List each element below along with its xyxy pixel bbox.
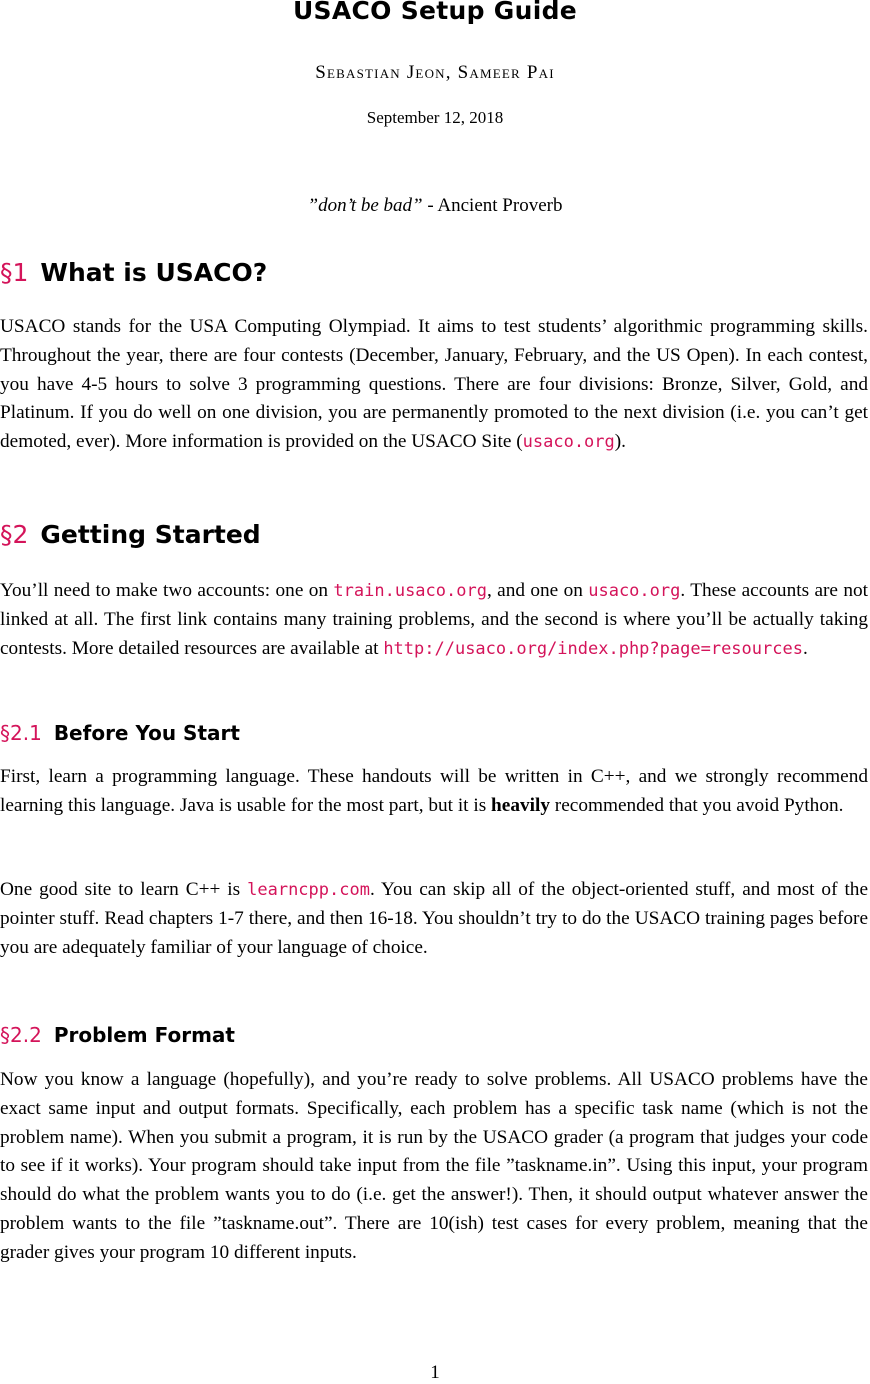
paragraph-text: recommended that you avoid Python. (549, 794, 844, 816)
emphasis-heavily: heavily (491, 794, 550, 816)
paragraph-text: , and one on (486, 580, 589, 601)
paragraph-before-you-start-1 (0, 763, 868, 821)
section-heading-what-is-usaco (0, 258, 267, 287)
section-title: Getting Started (40, 520, 261, 549)
paragraph-text: USACO stands for the USA Computing Olympiad. It aims to test students’ algorithmic programming skills. Throughout the year, there are four contests (December, January, February, and the US Open). In each contest, you have 4-5 hours to solve 3 programming questions. There are four divisions: Bronze, Silver, Gold, and Platinum. If you do well on one division, you are permanently promoted to the next division (i.e. you can’t get demoted, ever). More information is provided on the USACO Site ( (0, 316, 868, 453)
document-authors: Sebastian Jeon, Sameer Pai (315, 62, 555, 83)
section-number: §1 (0, 258, 29, 287)
paragraph-before-you-start-2 (0, 876, 868, 962)
epigraph (0, 195, 870, 217)
paragraph-getting-started (0, 577, 868, 663)
link-learncpp[interactable]: learncpp.com (247, 880, 370, 900)
page-number: 1 (430, 1362, 440, 1383)
subsection-number: §2.2 (0, 1023, 42, 1047)
subsection-heading-before-you-start (0, 721, 240, 745)
link-train-usaco-org[interactable]: train.usaco.org (333, 581, 487, 601)
link-usaco-org[interactable]: usaco.org (522, 432, 615, 453)
paragraph-text: One good site to learn C++ is (0, 879, 248, 900)
subsection-title: Before You Start (53, 721, 240, 745)
paragraph-what-is-usaco (0, 313, 868, 457)
paragraph-text: . These accounts are not linked at all. The first link contains many training problems, and the second is where you’ll be actually taking contests. More detailed resources are available at (0, 580, 868, 659)
epigraph-quote: ”don’t be bad” (307, 195, 423, 216)
document-date: September 12, 2018 (366, 108, 504, 127)
paragraph-text: First, learn a programming language. These handouts will be written in C++, and we strongly recommend learning this language. Java is usable for the most part, but it is (0, 766, 868, 816)
document-title: USACO Setup Guide (292, 0, 578, 25)
epigraph-attribution: - Ancient Proverb (422, 195, 563, 216)
section-heading-getting-started (0, 520, 261, 549)
section-title: What is USACO? (40, 258, 268, 287)
subsection-heading-problem-format (0, 1023, 235, 1047)
section-number: §2 (0, 520, 29, 549)
paragraph-problem-format: Now you know a language (hopefully), and you’re ready to solve problems. All USACO problems have the exact same input and output formats. Specifically, each problem has a specific task name (which is not the problem name). When you submit a program, it is run by the USACO grader (a program that judges your code to see if it works). Your program should take input from the file ”taskname.in”. Using this input, your program should do what the problem wants you to do (i.e. get the answer!). Then, it should output whatever answer the problem wants to the file ”taskname.out”. There are 10(ish) test cases for every problem, meaning that the grader gives your program 10 different inputs. (0, 1069, 868, 1263)
paragraph-text: ). (614, 431, 627, 453)
link-usaco-org[interactable]: usaco.org (588, 581, 681, 601)
paragraph-text: You’ll need to make two accounts: one on (0, 580, 334, 601)
paragraph-text: . (802, 637, 808, 659)
subsection-number: §2.1 (0, 721, 42, 745)
paragraph-text: . You can skip all of the object-oriented stuff, and most of the pointer stuff. Read chapters 1-7 there, and then 16-18. You shouldn’t try to do the USACO training pages before you are adequately familiar of your language of choice. (0, 879, 868, 958)
link-usaco-resources[interactable]: http://usaco.org/index.php?page=resources (383, 638, 803, 659)
subsection-title: Problem Format (53, 1023, 235, 1047)
